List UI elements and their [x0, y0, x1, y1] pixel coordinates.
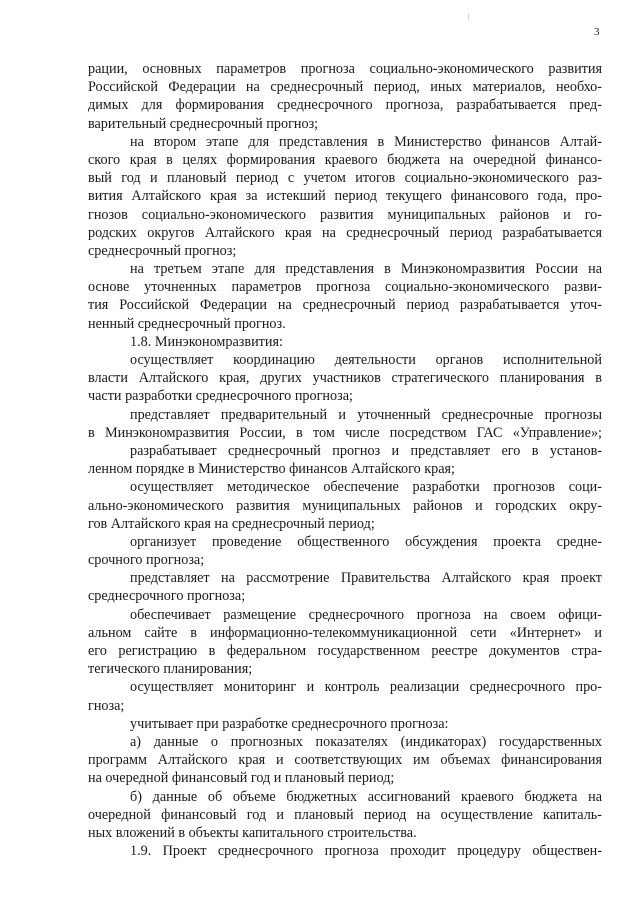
text-line: ленном порядке в Министерство финансов Алтайского края; — [88, 461, 455, 478]
text-line: обеспечивает размещение среднесрочного прогноза на своем офици- — [130, 606, 602, 623]
text-line: учитывает при разработке среднесрочного прогноза: — [130, 715, 449, 732]
text-line: организует проведение общественного обсуждения проекта средне- — [130, 533, 602, 550]
text-line: 1.9. Проект среднесрочного прогноза проходит процедуру обществен- — [130, 843, 602, 860]
text-line: на втором этапе для представления в Министерство финансов Алтай- — [130, 133, 602, 150]
text-line: на очередной финансовый год и плановый период; — [88, 770, 395, 787]
text-line: срочного прогноза; — [88, 552, 205, 569]
text-line: гов Алтайского края на среднесрочный период; — [88, 515, 375, 532]
text-line: среднесрочный прогноз; — [88, 242, 237, 259]
text-line: димых для формирования среднесрочного прогноза, разрабатывается пред- — [88, 97, 602, 114]
document-body — [88, 60, 602, 860]
text-line: власти Алтайского края, других участников стратегического планирования в — [88, 370, 602, 387]
text-line: основе уточненных параметров прогноза социально-экономического разви- — [88, 279, 602, 296]
text-line: программ Алтайского края и соответствующих им объемах финансирования — [88, 752, 602, 769]
text-line: осуществляет координацию деятельности органов исполнительной — [130, 352, 602, 368]
text-line: а) данные о прогнозных показателях (индикаторах) государственных — [130, 733, 602, 750]
text-line: разрабатывает среднесрочный прогноз и представляет его в установ- — [130, 442, 602, 459]
page-number: 3 — [594, 26, 600, 38]
text-line: рации, основных параметров прогноза социально-экономического развития — [88, 61, 602, 77]
text-line: представляет предварительный и уточненный среднесрочные прогнозы — [130, 406, 602, 423]
text-line: его регистрацию в федеральном государственном реестре документов стра- — [88, 643, 602, 659]
text-line: на третьем этапе для представления в Минэкономразвития России на — [130, 261, 602, 278]
text-line: Российской Федерации на среднесрочный период, иных материалов, необхо- — [88, 79, 602, 96]
text-line: гноза; — [88, 697, 125, 714]
text-line: гнозов социально-экономического развития муниципальных районов и го- — [88, 206, 602, 223]
text-line: в Минэкономразвития России, в том числе посредством ГАС «Управление»; — [88, 424, 602, 441]
text-line: осуществляет методическое обеспечение разработки прогнозов соци- — [130, 479, 602, 496]
text-line: ально-экономического развития муниципальных районов и городских окру- — [88, 497, 602, 514]
text-line: ского края в целях формирования краевого бюджета на очередной финансо- — [88, 151, 602, 168]
text-line: варительный среднесрочный прогноз; — [88, 115, 319, 132]
text-line: ных вложений в объекты капитального строительства. — [88, 824, 417, 841]
text-line: тия Российской Федерации на среднесрочный период разрабатывается уточ- — [88, 297, 602, 314]
text-line: среднесрочного прогноза; — [88, 588, 246, 605]
text-line: родских округов Алтайского края на среднесрочный период разрабатывается — [88, 224, 602, 241]
text-line: очередной финансовый год и плановый период на осуществление капиталь- — [88, 806, 602, 823]
text-line: 1.8. Минэкономразвития: — [130, 333, 283, 350]
text-line: ненный среднесрочный прогноз. — [88, 315, 286, 332]
text-line: части разработки среднесрочного прогноза; — [88, 388, 353, 405]
text-line: тегического планирования; — [88, 661, 253, 678]
text-line: осуществляет мониторинг и контроль реализации среднесрочного про- — [130, 679, 602, 696]
text-line: представляет на рассмотрение Правительства Алтайского края проект — [130, 570, 602, 587]
text-line: вития Алтайского края за истекший период текущего финансового года, про- — [88, 188, 602, 205]
scan-mark: / — [465, 11, 472, 22]
text-line: вый год и плановый период с учетом итогов социально-экономического раз- — [88, 170, 602, 187]
text-line: альном сайте в информационно-телекоммуникационной сети «Интернет» и — [88, 624, 602, 641]
text-line: б) данные об объеме бюджетных ассигнований краевого бюджета на — [130, 788, 602, 805]
